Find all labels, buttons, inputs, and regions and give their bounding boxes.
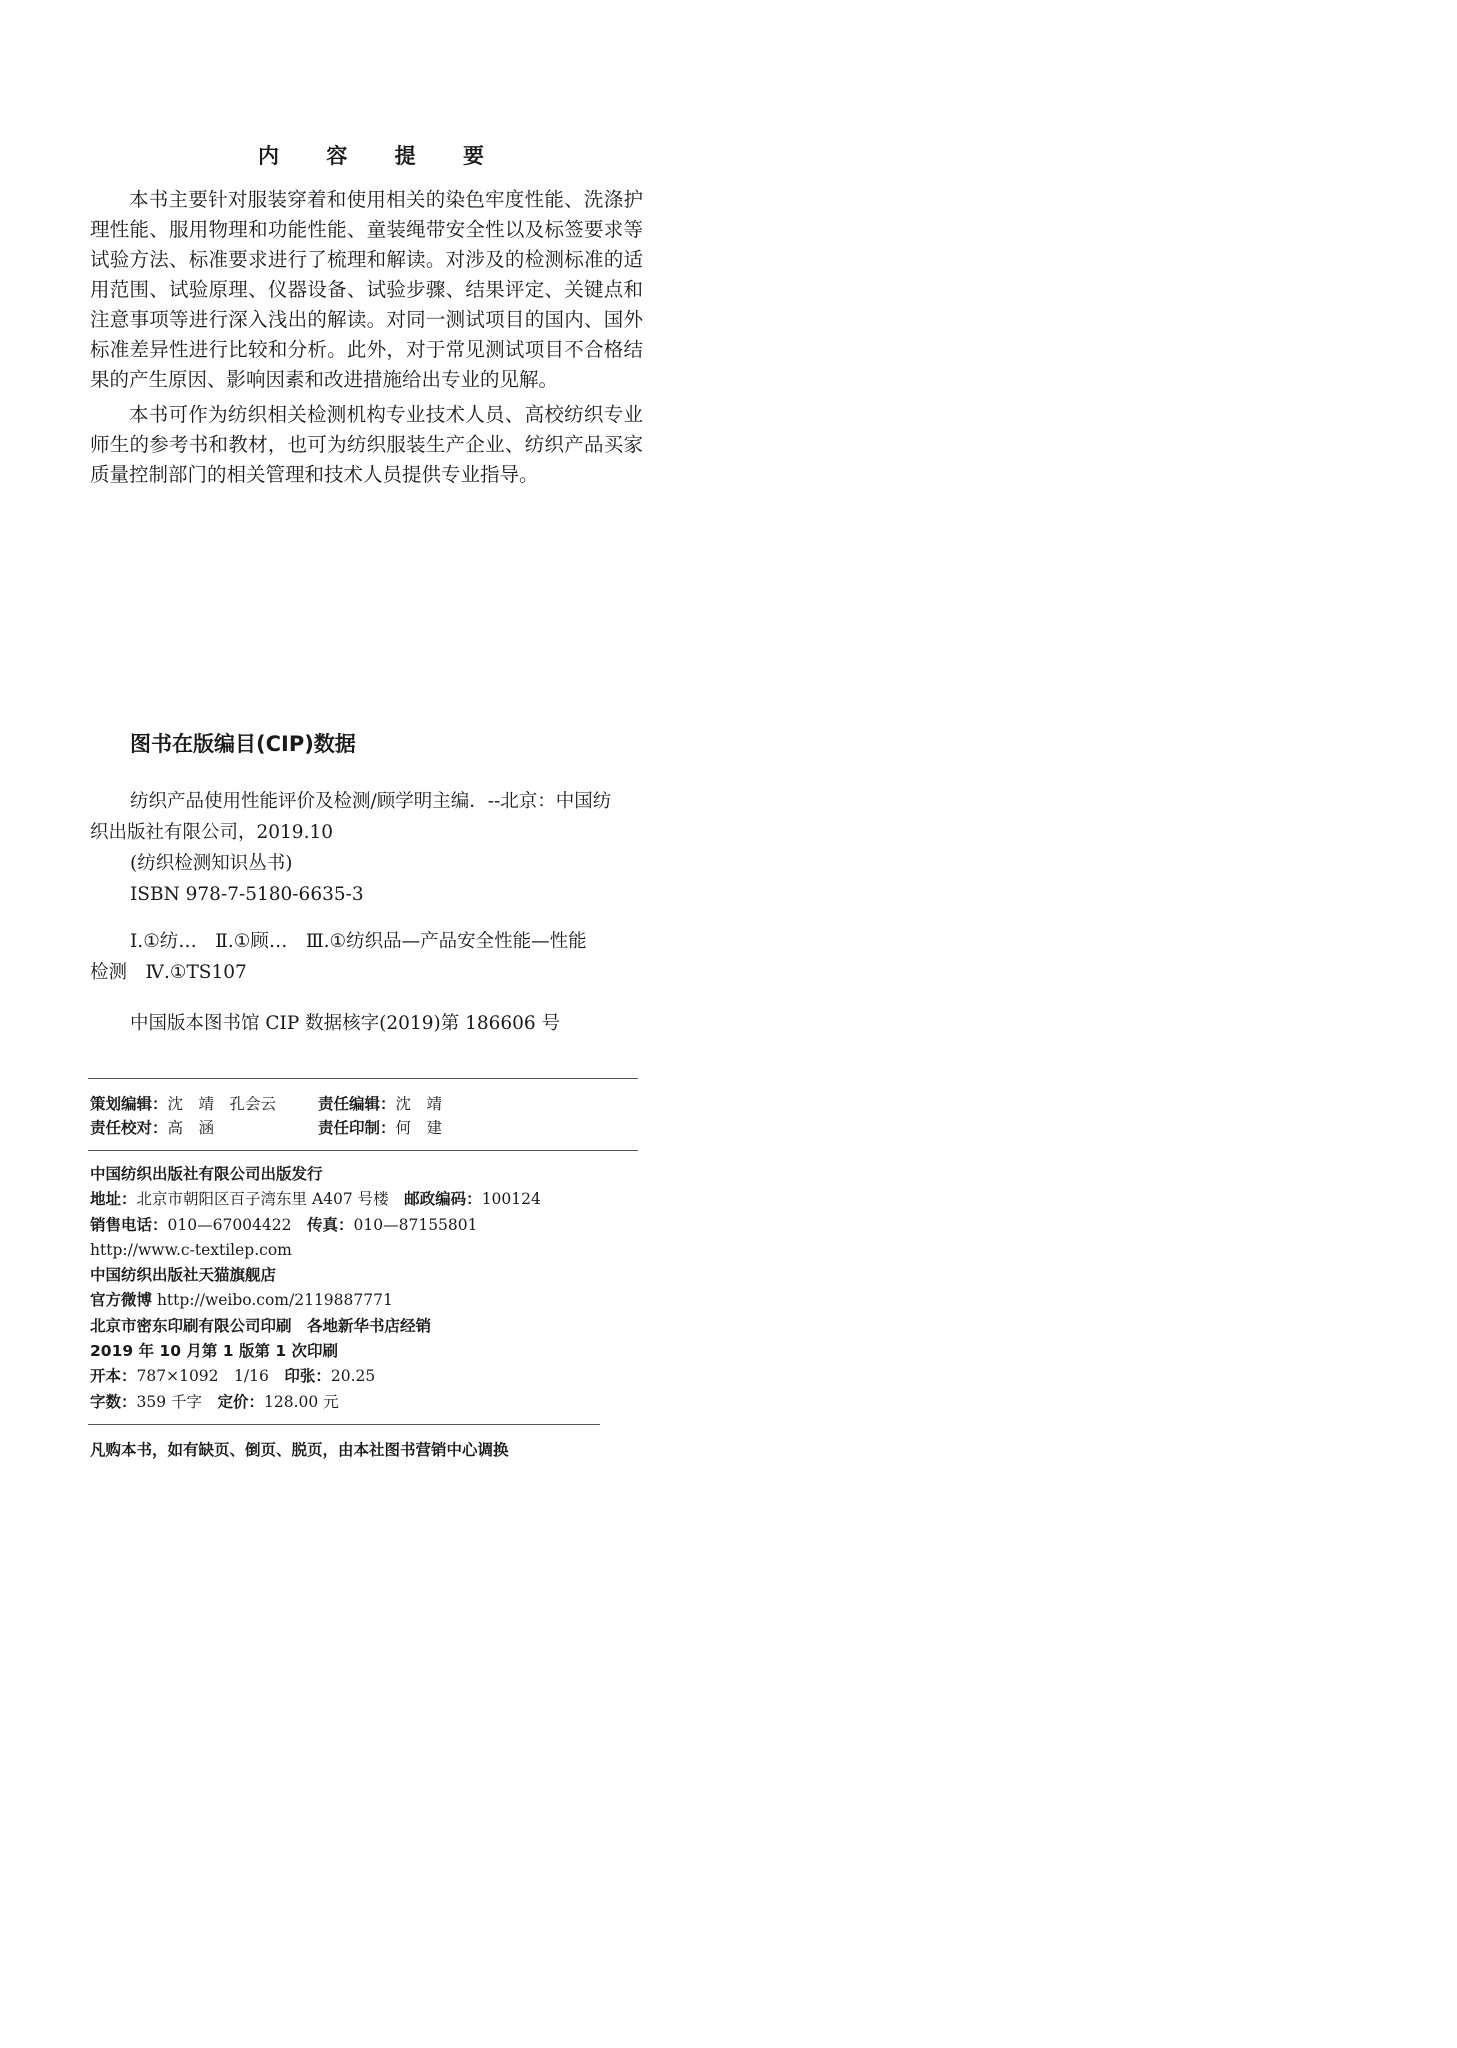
printer-distributor: 北京市密东印刷有限公司印刷 各地新华书店经销 bbox=[90, 1316, 432, 1335]
printing-supervisor bbox=[318, 1116, 442, 1140]
cip-classification-line-2: 检测 Ⅳ.①TS107 bbox=[90, 962, 247, 983]
printing-supervisor-label: 责任印制： bbox=[318, 1119, 396, 1137]
cip-entry bbox=[90, 786, 650, 910]
responsible-editor bbox=[318, 1092, 442, 1116]
proofreader-value: 高 涵 bbox=[167, 1119, 215, 1137]
format-value: 787×1092 1/16 bbox=[136, 1367, 285, 1386]
cip-classification-line-1: Ⅰ.①纺… Ⅱ.①顾… Ⅲ.①纺织品—产品安全性能—性能 bbox=[130, 931, 587, 952]
address-value: 北京市朝阳区百子湾东里 A407 号楼 bbox=[136, 1190, 389, 1209]
cip-isbn: ISBN 978-7-5180-6635-3 bbox=[130, 884, 364, 905]
words-price-line bbox=[90, 1390, 541, 1415]
edition-printing: 2019 年 10 月第 1 版第 1 次印刷 bbox=[90, 1342, 339, 1361]
summary-paragraph-1: 本书主要针对服装穿着和使用相关的染色牢度性能、洗涤护理性能、服用物理和功能性能、童装绳带安全性以及标签要求等试验方法、标准要求进行了梳理和解读。对涉及的检测标准的适用范围、试验原理、仪器设备、试验步骤、结果评定、关键点和注意事项等进行深入浅出的解读。对同一测试项目的国内、国外标准差异性进行比较和分析。此外，对于常见测试项目不合格结果的产生原因、影响因素和改进措施给出专业的见解。 bbox=[90, 188, 643, 391]
phone-label: 销售电话： bbox=[90, 1215, 168, 1234]
planning-editor-label: 策划编辑： bbox=[90, 1095, 168, 1113]
planning-editor bbox=[90, 1092, 276, 1116]
format-line bbox=[90, 1364, 541, 1389]
postcode-label: 邮政编码： bbox=[404, 1190, 482, 1209]
fax-value: 010—87155801 bbox=[353, 1215, 478, 1234]
cip-series: (纺织检测知识丛书) bbox=[130, 853, 293, 874]
publisher-imprint bbox=[90, 1162, 541, 1415]
summary-title: 内 容 提 要 bbox=[258, 144, 504, 168]
publisher-tmall-store: 中国纺织出版社天猫旗舰店 bbox=[90, 1266, 277, 1285]
cip-approval-line: 中国版本图书馆 CIP 数据核字(2019)第 186606 号 bbox=[130, 1013, 561, 1034]
cip-heading: 图书在版编目(CIP)数据 bbox=[130, 732, 356, 756]
price-value: 128.00 元 bbox=[264, 1392, 339, 1411]
responsible-editor-label: 责任编辑： bbox=[318, 1095, 396, 1113]
format-label: 开本： bbox=[90, 1367, 137, 1386]
proofreader-label: 责任校对： bbox=[90, 1119, 168, 1137]
replacement-notice: 凡购本书，如有缺页、倒页、脱页，由本社图书营销中心调换 bbox=[90, 1441, 509, 1459]
sheets-value: 20.25 bbox=[330, 1367, 376, 1386]
summary-paragraph-2: 本书可作为纺织相关检测机构专业技术人员、高校纺织专业师生的参考书和教材，也可为纺织服装生产企业、纺织产品买家质量控制部门的相关管理和技术人员提供专业指导。 bbox=[90, 403, 643, 486]
divider-middle bbox=[88, 1150, 638, 1151]
printing-supervisor-value: 何 建 bbox=[395, 1119, 443, 1137]
proofreader bbox=[90, 1116, 214, 1140]
responsible-editor-value: 沈 靖 bbox=[395, 1095, 443, 1113]
summary-body bbox=[90, 185, 643, 495]
cip-approval-number bbox=[90, 1008, 650, 1039]
price-label: 定价： bbox=[217, 1392, 265, 1411]
publisher-website[interactable]: http://www.c-textilep.com bbox=[90, 1240, 292, 1259]
address-label: 地址： bbox=[90, 1190, 137, 1209]
words-label: 字数： bbox=[90, 1392, 137, 1411]
weibo-link[interactable]: http://weibo.com/2119887771 bbox=[156, 1291, 393, 1310]
planning-editor-value: 沈 靖 孔会云 bbox=[167, 1095, 277, 1113]
words-value: 359 千字 bbox=[136, 1392, 218, 1411]
divider-top bbox=[88, 1078, 638, 1079]
cip-classification bbox=[90, 926, 650, 988]
publisher-weibo-line bbox=[90, 1288, 541, 1313]
publisher-phone-line bbox=[90, 1213, 541, 1238]
postcode-value: 100124 bbox=[481, 1190, 541, 1209]
cip-entry-line-1: 纺织产品使用性能评价及检测/顾学明主编．--北京：中国纺 bbox=[130, 791, 612, 812]
divider-bottom bbox=[88, 1424, 600, 1425]
publisher-address-line bbox=[90, 1187, 541, 1212]
cip-entry-line-2: 织出版社有限公司，2019.10 bbox=[90, 822, 334, 843]
publisher-name: 中国纺织出版社有限公司出版发行 bbox=[90, 1165, 323, 1183]
sheets-label: 印张： bbox=[284, 1367, 331, 1386]
fax-label: 传真： bbox=[307, 1215, 354, 1234]
phone-value: 010—67004422 bbox=[167, 1215, 292, 1234]
weibo-label: 官方微博 bbox=[90, 1291, 153, 1310]
